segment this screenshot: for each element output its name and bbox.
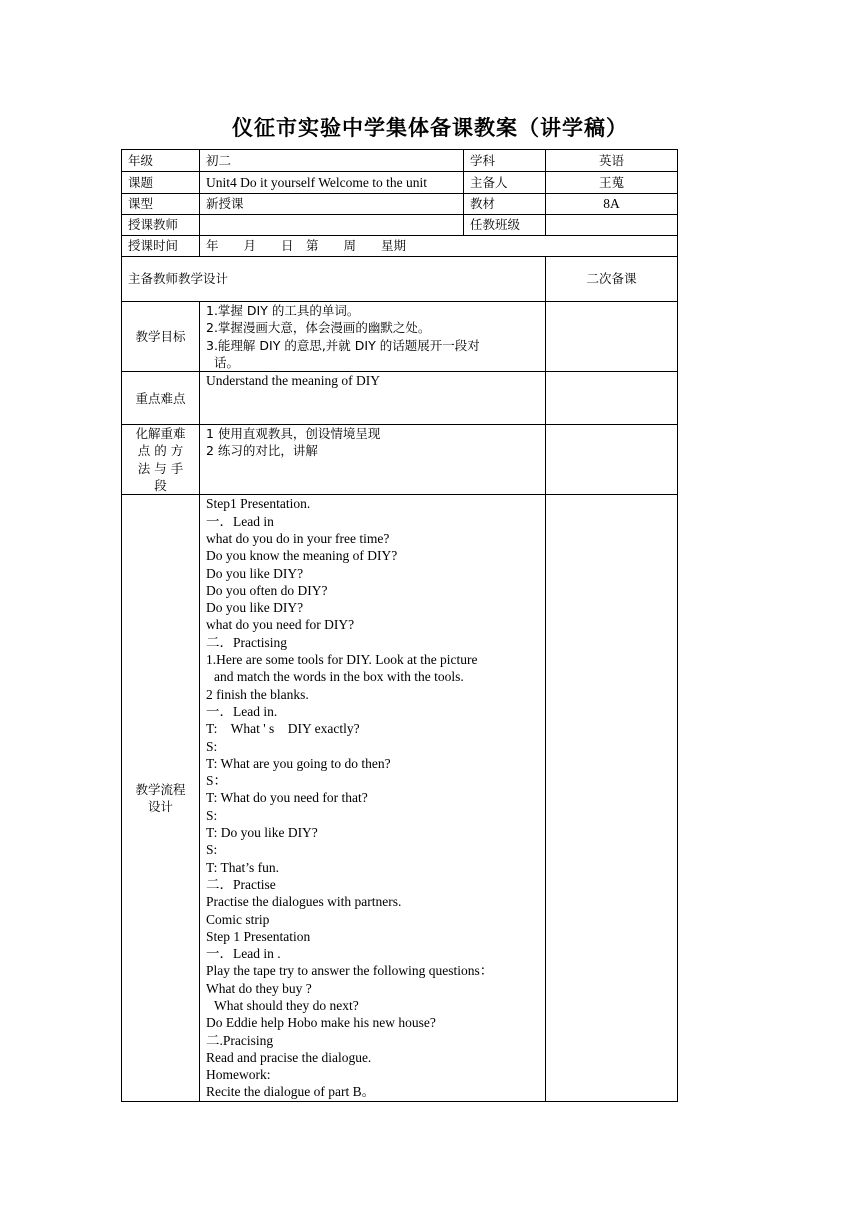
grade-row — [122, 150, 678, 172]
lesson-plan-table — [121, 149, 678, 1102]
process-line: S: — [206, 842, 218, 858]
process-line: Recite the dialogue of part B。 — [206, 1084, 376, 1100]
goals-content — [200, 302, 546, 372]
process-line: 二．Practise — [206, 876, 276, 892]
process-line: 一．Lead in. — [206, 703, 278, 719]
subject-value: 英语 — [546, 150, 678, 172]
goals-label: 教学目标 — [122, 302, 200, 372]
topic-value: Unit4 Do it yourself Welcome to the unit — [200, 172, 464, 194]
methods-content — [200, 425, 546, 495]
process-line: T: What do you need for that? — [206, 790, 368, 806]
preparer-label: 主备人 — [464, 172, 546, 194]
methods-label-line: 点 的 方 — [137, 443, 184, 459]
method-item: 1 使用直观教具，创设情境呈现 — [206, 426, 381, 442]
process-line: Do you often do DIY? — [206, 582, 328, 598]
process-line: 二.Pracising — [206, 1032, 274, 1048]
process-line: T: What ' s DIY exactly? — [206, 721, 360, 737]
goal-item: 3.能理解 DIY 的意思,并就 DIY 的话题展开一段对 — [206, 337, 480, 353]
process-line: Do you like DIY? — [206, 600, 304, 616]
goals-second-prep — [546, 302, 678, 372]
design-header: 主备教师教学设计 — [122, 257, 546, 302]
process-line: and match the words in the box with the tools. — [214, 669, 464, 685]
process-line: S： — [206, 773, 228, 789]
textbook-value: 8A — [546, 194, 678, 215]
process-line: Step1 Presentation. — [206, 496, 311, 512]
topic-row — [122, 172, 678, 194]
goals-row — [122, 302, 678, 372]
second-prep-header: 二次备课 — [546, 257, 678, 302]
process-line: Comic strip — [206, 911, 270, 927]
process-line: 一．Lead in . — [206, 946, 281, 962]
time-value: 年 月 日 第 周 星期 — [200, 236, 678, 257]
process-line: What do they buy ? — [206, 980, 312, 996]
process-row — [122, 495, 678, 1101]
process-line: what do you do in your free time? — [206, 530, 390, 546]
methods-label — [122, 425, 200, 495]
methods-label-line: 化解重难 — [135, 426, 186, 442]
type-value: 新授课 — [200, 194, 464, 215]
key-points-second-prep — [546, 372, 678, 425]
process-line: 1.Here are some tools for DIY. Look at the picture — [206, 652, 478, 668]
time-row — [122, 236, 678, 257]
process-line: what do you need for DIY? — [206, 617, 355, 633]
class-value — [546, 215, 678, 236]
process-label — [122, 495, 200, 1101]
process-line: Do you like DIY? — [206, 565, 304, 581]
time-label: 授课时间 — [122, 236, 200, 257]
class-label: 任教班级 — [464, 215, 546, 236]
goal-item: 2.掌握漫画大意，体会漫画的幽默之处。 — [206, 320, 431, 336]
process-line: Step 1 Presentation — [206, 928, 311, 944]
type-row — [122, 194, 678, 215]
process-line: T: That’s fun. — [206, 859, 279, 875]
process-second-prep — [546, 495, 678, 1101]
process-label-line: 教学流程 — [135, 781, 186, 797]
methods-label-line: 段 — [154, 478, 167, 494]
process-line: T: What are you going to do then? — [206, 755, 391, 771]
methods-label-line: 法 与 手 — [137, 460, 184, 476]
process-line: Practise the dialogues with partners. — [206, 894, 402, 910]
grade-label: 年级 — [122, 150, 200, 172]
subject-label: 学科 — [464, 150, 546, 172]
process-line: Play the tape try to answer the following questions： — [206, 963, 494, 979]
process-line: Homework: — [206, 1067, 271, 1083]
goal-item: 1.掌握 DIY 的工具的单词。 — [206, 303, 360, 318]
preparer-value: 王蒐 — [546, 172, 678, 194]
process-line: Do Eddie help Hobo make his new house? — [206, 1015, 436, 1031]
process-line: What should they do next? — [214, 997, 359, 1013]
process-content — [200, 495, 546, 1101]
process-line: Read and pracise the dialogue. — [206, 1049, 372, 1065]
page-title: 仪征市实验中学集体备课教案（讲学稿） — [232, 115, 628, 140]
method-item: 2 练习的对比，讲解 — [206, 443, 318, 459]
process-line: S: — [206, 807, 218, 823]
process-line: S: — [206, 738, 218, 754]
process-label-line: 设计 — [147, 799, 173, 815]
type-label: 课型 — [122, 194, 200, 215]
teacher-label: 授课教师 — [122, 215, 200, 236]
goal-item: 话。 — [214, 354, 240, 370]
textbook-label: 教材 — [464, 194, 546, 215]
process-line: T: Do you like DIY? — [206, 825, 318, 841]
teacher-row — [122, 215, 678, 236]
process-line: 2 finish the blanks. — [206, 686, 309, 702]
process-line: 二．Practising — [206, 634, 287, 650]
key-points-row — [122, 372, 678, 425]
key-points-label: 重点难点 — [122, 372, 200, 425]
design-header-row — [122, 257, 678, 302]
grade-value: 初二 — [200, 150, 464, 172]
topic-label: 课题 — [122, 172, 200, 194]
methods-row — [122, 425, 678, 495]
key-points-text: Understand the meaning of DIY — [200, 372, 546, 425]
process-line: 一．Lead in — [206, 513, 274, 529]
teacher-value — [200, 215, 464, 236]
process-line: Do you know the meaning of DIY? — [206, 548, 398, 564]
methods-second-prep — [546, 425, 678, 495]
